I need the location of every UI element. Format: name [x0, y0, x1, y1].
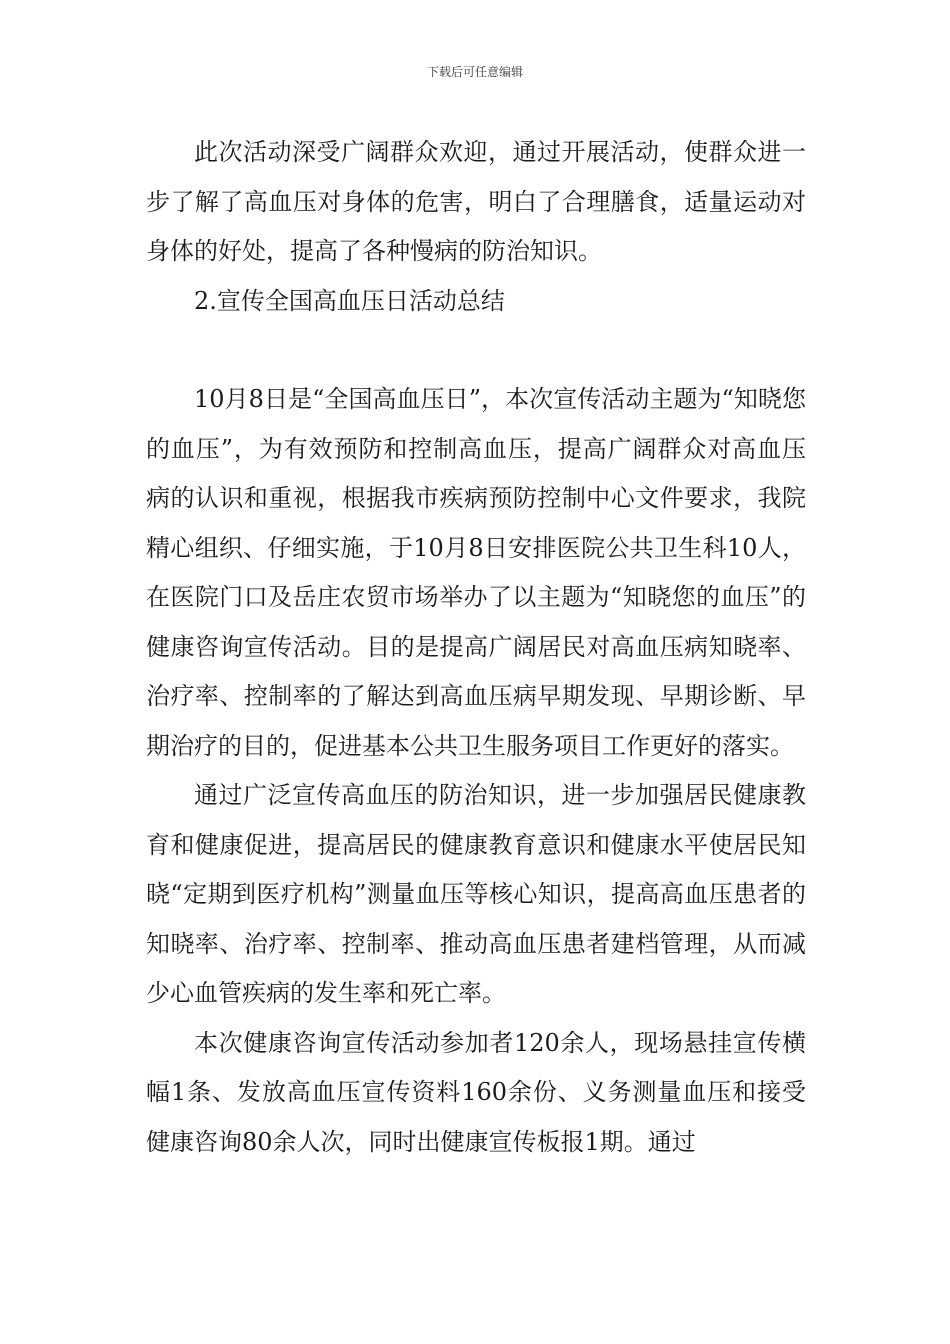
paragraph-activity-reception: 此次活动深受广阔群众欢迎，通过开展活动，使群众进一步了解了高血压对身体的危害，明白了合理膳食，适量运动对身体的好处，提高了各种慢病的防治知识。 [146, 138, 806, 265]
paragraph-participation-stats: 本次健康咨询宣传活动参加者120余人，现场悬挂宣传横幅1条、发放高血压宣传资料160余份、义务测量血压和接受健康咨询80余人次，同时出健康宣传板报1期。通过 [146, 1028, 806, 1156]
paragraph-prevention-knowledge: 通过广泛宣传高血压的防治知识，进一步加强居民健康教育和健康促进，提高居民的健康教育意识和健康水平使居民知晓“定期到医疗机构”测量血压等核心知识，提高高血压患者的知晓率、治疗率、控制率、推动高血压患者建档管理，从而减少心血管疾病的发生率和死亡率。 [146, 781, 806, 1007]
paragraph-hypertension-day: 10月8日是“全国高血压日”，本次宣传活动主题为“知晓您的血压”，为有效预防和控制高血压，提高广阔群众对高血压病的认识和重视，根据我市疾病预防控制中心文件要求，我院精心组织、仔细实施，于10月8日安排医院公共卫生科10人，在医院门口及岳庄农贸市场举办了以主题为“知晓您的血压”的健康咨询宣传活动。目的是提高广阔居民对高血压病知晓率、治疗率、控制率的了解达到高血压病早期发现、早期诊断、早期治疗的目的，促进基本公共卫生服务项目工作更好的落实。 [146, 385, 806, 760]
blank-line [146, 326, 806, 375]
page-header: 下载后可任意编辑 [426, 65, 523, 79]
section-heading: 2.宣传全国高血压日活动总结 [194, 286, 505, 315]
document-body [146, 128, 806, 1167]
